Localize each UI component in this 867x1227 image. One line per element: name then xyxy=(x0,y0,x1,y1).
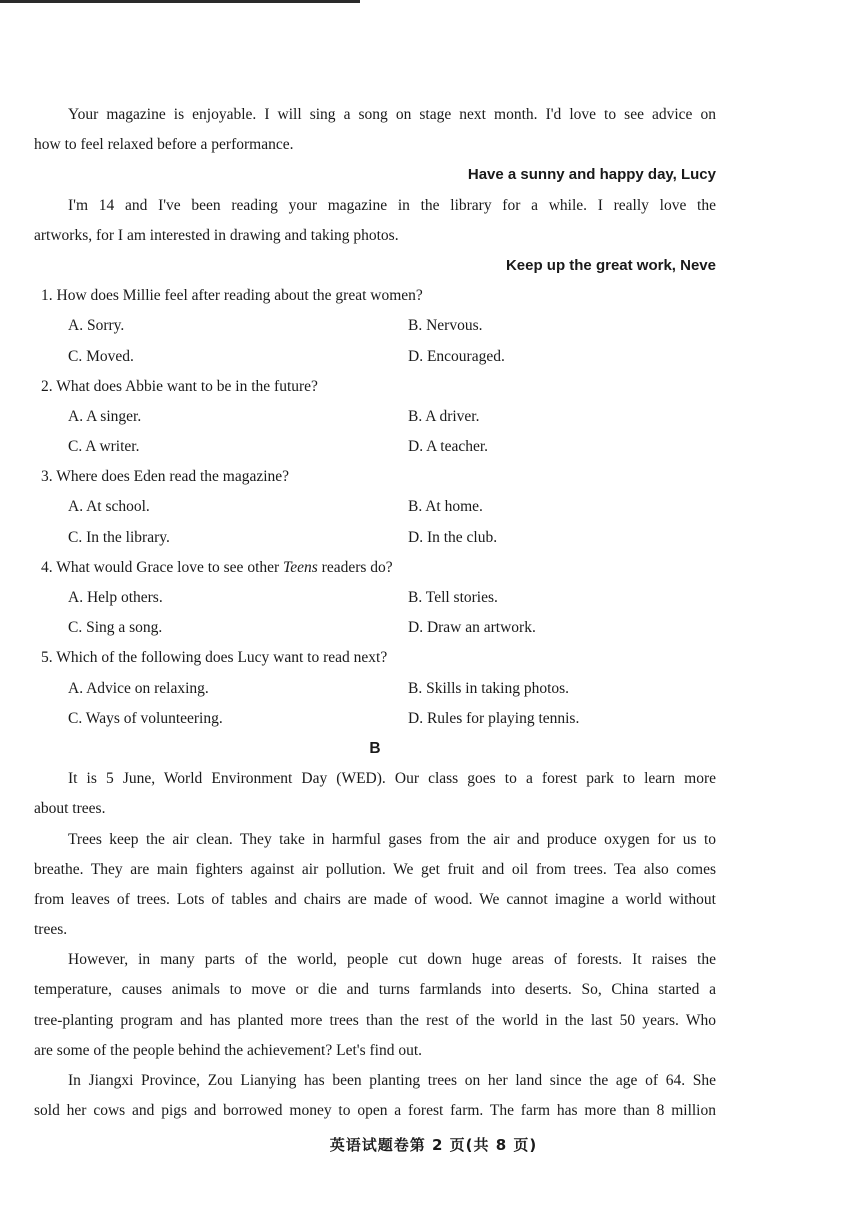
page-footer: 英语试题卷第 2 页(共 8 页) xyxy=(329,1136,538,1154)
option-row xyxy=(34,402,716,432)
text-line: temperature, causes animals to move or die and turns farmlands into deserts. So, China started a xyxy=(34,981,716,999)
option-d[interactable]: D. In the club. xyxy=(408,528,498,546)
option-row xyxy=(34,492,716,522)
option-b[interactable]: B. At home. xyxy=(408,498,483,516)
text-line: I'm 14 and I've been reading your magazine in the library for a while. I really love the xyxy=(68,196,716,214)
text-line: are some of the people behind the achievement? Let's find out. xyxy=(34,1041,422,1059)
stem-text: readers do? xyxy=(317,558,393,576)
question-stem: 1. How does Millie feel after reading about the great women? xyxy=(41,287,423,305)
signature-lucy: Have a sunny and happy day, Lucy xyxy=(467,166,716,184)
option-d[interactable]: D. Encouraged. xyxy=(408,347,505,365)
text-line: from leaves of trees. Lots of tables and chairs are made of wood. We cannot imagine a world without xyxy=(34,890,716,908)
text-line: sold her cows and pigs and borrowed money to open a forest farm. The farm has more than 8 million xyxy=(34,1102,716,1120)
text-line: how to feel relaxed before a performance. xyxy=(34,136,294,154)
option-row xyxy=(34,583,716,613)
question-stem xyxy=(34,553,716,583)
text-line: trees. xyxy=(34,921,68,939)
option-row xyxy=(34,311,716,341)
signature-neve: Keep up the great work, Neve xyxy=(505,256,716,274)
option-row xyxy=(34,704,716,734)
option-c[interactable]: C. Ways of volunteering. xyxy=(68,709,223,727)
option-c[interactable]: C. Moved. xyxy=(68,347,134,365)
option-b[interactable]: B. A driver. xyxy=(408,407,480,425)
section-heading: B xyxy=(369,739,381,757)
text-line: about trees. xyxy=(34,800,106,818)
option-c[interactable]: C. In the library. xyxy=(68,528,170,546)
option-d[interactable]: D. Rules for playing tennis. xyxy=(408,709,580,727)
option-row xyxy=(34,613,716,643)
question-stem: 5. Which of the following does Lucy want to read next? xyxy=(41,649,388,667)
option-a[interactable]: A. Help others. xyxy=(68,589,163,606)
text-line: In Jiangxi Province, Zou Lianying has been planting trees on her land since the age of 64. She xyxy=(68,1072,716,1089)
option-row xyxy=(34,342,716,372)
option-b[interactable]: B. Tell stories. xyxy=(408,589,498,606)
question-stem: 2. What does Abbie want to be in the future? xyxy=(41,377,318,395)
text-line: Your magazine is enjoyable. I will sing a song on stage next month. I'd love to see advice on xyxy=(68,106,716,123)
option-d[interactable]: D. Draw an artwork. xyxy=(408,619,536,637)
option-c[interactable]: C. Sing a song. xyxy=(68,619,163,637)
option-b[interactable]: B. Skills in taking photos. xyxy=(408,679,570,697)
text-line: artworks, for I am interested in drawing and taking photos. xyxy=(34,226,399,244)
question-stem: 3. Where does Eden read the magazine? xyxy=(41,468,290,486)
option-a[interactable]: A. A singer. xyxy=(68,407,142,425)
text-line: breathe. They are main fighters against air pollution. We get fruit and oil from trees. Tea also comes xyxy=(34,860,716,878)
option-c[interactable]: C. A writer. xyxy=(68,438,140,456)
option-a[interactable]: A. Sorry. xyxy=(68,317,125,335)
text-line: It is 5 June, World Environment Day (WED). Our class goes to a forest park to learn more xyxy=(68,770,716,788)
stem-text: 4. What would Grace love to see other xyxy=(41,558,284,576)
option-a[interactable]: A. Advice on relaxing. xyxy=(68,679,209,697)
option-row xyxy=(34,432,716,462)
exam-page xyxy=(34,100,716,1126)
top-rule xyxy=(0,0,360,3)
text-line: However, in many parts of the world, people cut down huge areas of forests. It raises the xyxy=(68,951,716,969)
option-d[interactable]: D. A teacher. xyxy=(408,438,489,456)
option-row xyxy=(34,674,716,704)
magazine-title: Teens xyxy=(283,558,318,576)
option-a[interactable]: A. At school. xyxy=(68,498,150,516)
option-row xyxy=(34,523,716,553)
text-line: Trees keep the air clean. They take in harmful gases from the air and produce oxygen for us to xyxy=(68,830,716,848)
option-b[interactable]: B. Nervous. xyxy=(408,317,483,335)
text-line: tree-planting program and has planted more trees than the rest of the world in the last 50 years. Who xyxy=(34,1011,716,1029)
